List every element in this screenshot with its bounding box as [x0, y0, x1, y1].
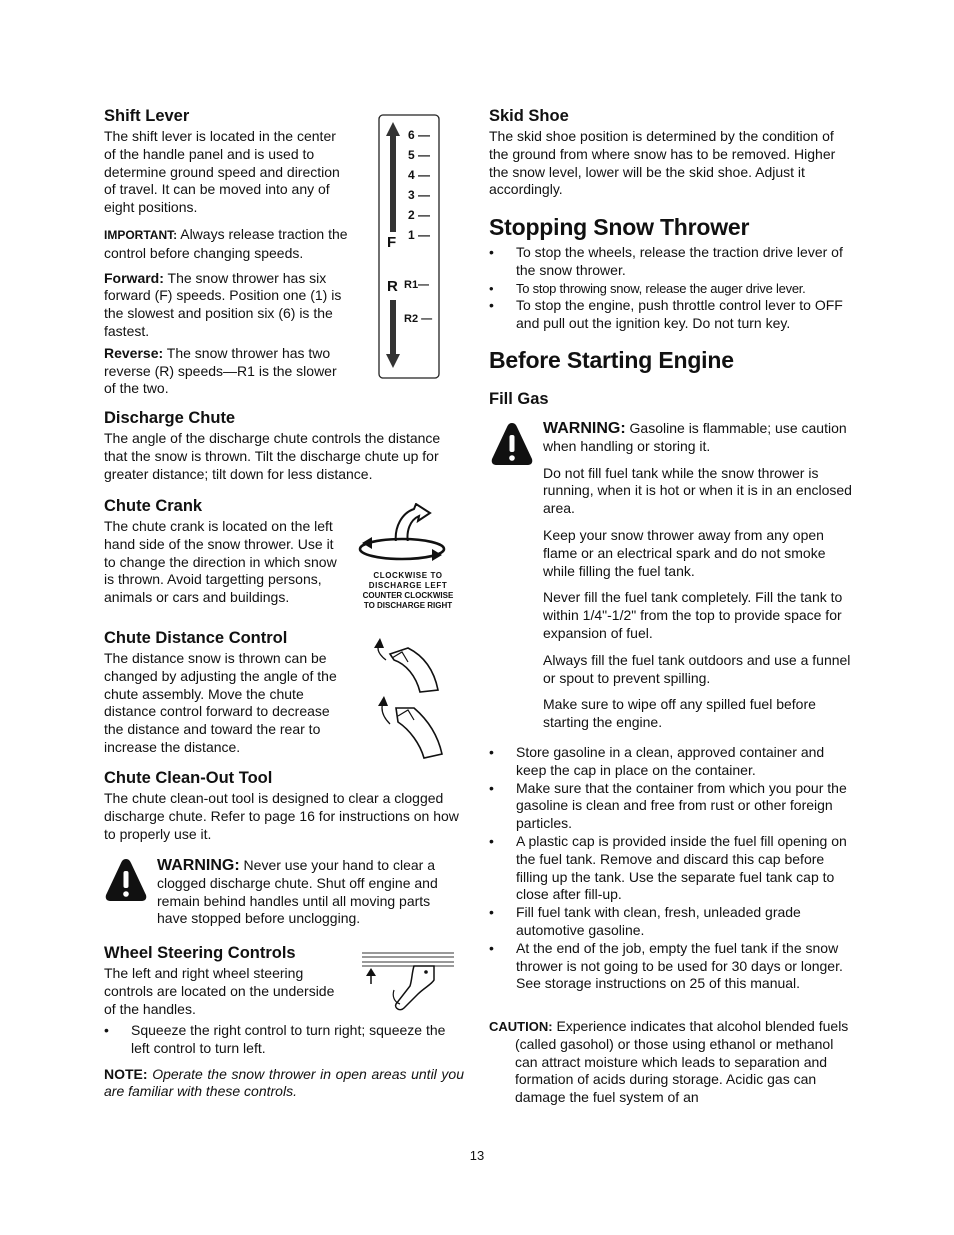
position-4: 4 — — [408, 168, 431, 182]
chute-crank-body: The chute crank is located on the left hand side of the snow thrower. Use it to change the direction in which snow is thrown. Avoid targetting persons, animals or cars and buildings. — [104, 518, 337, 606]
wheel-steering-section — [104, 943, 349, 1018]
position-2: 2 — — [408, 208, 431, 222]
bullet-dot: • — [489, 744, 494, 760]
note-label: NOTE: — [104, 1065, 148, 1082]
gas-bullet-5-text: At the end of the job, empty the fuel tank if the snow thrower is not going to be used for 30 days or longer. See storage instructions on 25 of this manual. — [516, 939, 843, 992]
position-r2: R2 — — [404, 313, 433, 325]
shift-lever-section — [104, 106, 349, 398]
chute-distance-section — [104, 628, 349, 757]
gas-bullet-2 — [489, 780, 851, 833]
bullet-dot: • — [489, 297, 494, 314]
reverse-text: The snow thrower has two reverse (R) speeds—R1 is the slower of the two. — [104, 344, 337, 397]
stopping-bullet-1 — [489, 244, 851, 280]
before-starting-heading: Before Starting Engine — [489, 347, 734, 373]
gas-bullet-3-text: A plastic cap is provided inside the fuel fill opening on the fuel tank. Remove and discard this cap before filling up the tank. Use the separate fuel tank cap to close after fill-up. — [516, 832, 847, 903]
warning-para-5: Make sure to wipe off any spilled fuel before starting the engine. — [543, 696, 816, 731]
chute-crank-heading: Chute Crank — [104, 497, 203, 515]
stopping-bullet-1-text: To stop the wheels, release the traction drive lever of the snow thrower. — [516, 244, 843, 278]
chute-distance-diagram — [368, 636, 448, 761]
stopping-heading: Stopping Snow Thrower — [489, 214, 750, 240]
fill-gas-warning-text: Gasoline is flammable; use caution when handling or storing it. — [543, 420, 847, 454]
clean-out-warning-label: WARNING: — [157, 857, 240, 874]
gas-bullet-5 — [489, 940, 851, 993]
caption-line-4: TO DISCHARGE RIGHT — [363, 600, 453, 610]
stopping-bullet-2 — [489, 280, 851, 298]
reverse-label: Reverse: — [104, 344, 164, 361]
warning-triangle-icon — [489, 421, 537, 469]
clean-out-section — [104, 768, 464, 843]
caption-line-2: DISCHARGE LEFT — [368, 580, 448, 590]
gas-bullet-1 — [489, 744, 851, 780]
bullet-dot: • — [489, 832, 494, 849]
position-r1: R1— — [404, 279, 430, 291]
position-1: 1 — — [408, 228, 431, 242]
clean-out-body: The chute clean-out tool is designed to clear a clogged discharge chute. Refer to page 16 for instructions on how to properly use it. — [104, 790, 459, 842]
caution-label: CAUTION: — [489, 1019, 553, 1034]
skid-shoe-section — [489, 106, 851, 199]
important-text: Always release traction the control before changing speeds. — [104, 225, 348, 261]
wheel-steering-bullet — [104, 1022, 464, 1058]
before-starting-heading-block — [489, 346, 851, 409]
stopping-section — [489, 213, 851, 333]
shift-lever-reverse — [104, 345, 349, 398]
wheel-steering-note — [104, 1066, 464, 1102]
page-number: 13 — [469, 1148, 485, 1163]
bullet-dot: • — [104, 1022, 109, 1038]
shift-lever-body: The shift lever is located in the center of the handle panel and is used to determine ground speed and direction of travel. It can be moved into any of eight positions. — [104, 128, 340, 216]
skid-shoe-heading: Skid Shoe — [489, 107, 569, 125]
reverse-arrow-icon — [386, 300, 400, 368]
warning-para-4: Always fill the fuel tank outdoors and use a funnel or spout to prevent spilling. — [543, 651, 851, 686]
stopping-bullet-2-text: To stop throwing snow, release the auger drive lever. — [516, 280, 806, 296]
forward-f-label: F — [387, 234, 397, 251]
chute-distance-body: The distance snow is thrown can be changed by adjusting the angle of the chute assembly. Move the chute distance control forward to decrease the distance and toward the rear to increase the distance. — [104, 650, 337, 755]
forward-arrow-icon — [386, 122, 400, 232]
chute-crank-section — [104, 496, 349, 607]
chute-crank-diagram — [356, 503, 460, 608]
fill-gas-warning-label: WARNING: — [543, 420, 626, 437]
warning-para-3: Never fill the fuel tank completely. Fill the tank to within 1/4"-1/2" from the top to provide space for expansion of fuel. — [543, 589, 843, 641]
gas-bullet-2-text: Make sure that the container from which you pour the gasoline is clean and free from rust or other foreign particles. — [516, 779, 847, 832]
warning-triangle-icon — [104, 857, 152, 905]
discharge-chute-section — [104, 408, 464, 483]
position-5: 5 — — [408, 148, 431, 162]
bullet-dot: • — [489, 779, 494, 796]
clean-out-heading: Chute Clean-Out Tool — [104, 769, 273, 787]
stopping-bullet-list — [489, 244, 851, 333]
shift-lever-heading: Shift Lever — [104, 107, 190, 125]
stopping-bullet-3-text: To stop the engine, push throttle control lever to OFF and pull out the ignition key. Do not turn key. — [516, 297, 843, 332]
caption-line-3: COUNTER CLOCKWISE — [362, 591, 454, 600]
gas-bullet-3 — [489, 833, 851, 904]
warning-para-1: Do not fill fuel tank while the snow thrower is running, when it is hot or when it is in an enclosed area. — [543, 464, 852, 517]
wheel-steering-body: The left and right wheel steering controls are located on the underside of the handles. — [104, 965, 335, 1017]
caution-text: Experience indicates that alcohol blended fuels (called gasohol) or those using ethanol or methanol can attract moisture which leads to separation and formation of acids during storage. Acidic gas can damage the fuel system of an — [515, 1018, 849, 1106]
clean-out-warning-text: Never use your hand to clear a clogged discharge chute. Shut off engine and remain behind handles until all moving parts have stopped before unclogging. — [157, 857, 438, 927]
steering-trigger-icon — [362, 950, 454, 1014]
shift-lever-forward — [104, 270, 349, 341]
note-text: Operate the snow thrower in open areas until you are familiar with these controls. — [104, 1065, 464, 1100]
clean-out-warning-text-block — [157, 857, 457, 928]
caption-line-1: CLOCKWISE TO — [373, 571, 443, 580]
crank-caption-clockwise — [356, 571, 460, 590]
fill-gas-warning — [543, 420, 853, 732]
gas-bullet-4 — [489, 904, 851, 940]
forward-label: Forward: — [104, 269, 164, 286]
wheel-steering-bullet-text: Squeeze the right control to turn right; squeeze the left control to turn left. — [131, 1022, 446, 1056]
caution-block — [489, 1018, 851, 1107]
position-3: 3 — — [408, 188, 431, 202]
caution-paragraph — [489, 1018, 851, 1107]
wheel-steering-bullet-block — [104, 1022, 464, 1101]
position-6: 6 — — [408, 128, 431, 142]
crank-rotation-icon — [356, 503, 460, 567]
discharge-chute-heading: Discharge Chute — [104, 409, 236, 427]
shift-lever-important — [104, 226, 349, 263]
shift-lever-diagram — [378, 114, 440, 379]
chute-distance-heading: Chute Distance Control — [104, 629, 288, 647]
bullet-dot: • — [489, 244, 494, 260]
wheel-steering-heading: Wheel Steering Controls — [104, 944, 296, 962]
gas-bullet-list — [489, 744, 851, 993]
bullet-dot: • — [489, 904, 494, 921]
crank-caption-counter — [356, 591, 460, 610]
important-label: IMPORTANT: — [104, 227, 178, 242]
clean-out-warning — [157, 857, 457, 928]
fill-gas-warning-intro — [543, 420, 853, 456]
wheel-steering-diagram — [362, 950, 454, 1014]
fill-gas-heading: Fill Gas — [489, 390, 549, 408]
bullet-dot: • — [489, 280, 494, 296]
chute-angle-icon — [368, 636, 448, 761]
discharge-chute-body: The angle of the discharge chute controls the distance that the snow is thrown. Tilt the discharge chute up for greater distance; tilt down for less distance. — [104, 430, 441, 482]
gas-bullet-1-text: Store gasoline in a clean, approved container and keep the cap in place on the container. — [516, 744, 825, 778]
reverse-r-label: R — [387, 278, 398, 295]
forward-text: The snow thrower has six forward (F) speeds. Position one (1) is the slowest and position six (6) is the fastest. — [104, 269, 342, 339]
gas-bullet-4-text: Fill fuel tank with clean, fresh, unleaded grade automotive gasoline. — [516, 904, 801, 938]
bullet-dot: • — [489, 939, 494, 956]
skid-shoe-body: The skid shoe position is determined by the condition of the ground from where snow has to be removed. Higher the snow level, lower will be the skid shoe. Adjust it accordingly. — [489, 128, 836, 198]
warning-para-2: Keep your snow thrower away from any open flame or an electrical spark and do not smoke while filling the fuel tank. — [543, 526, 826, 579]
stopping-bullet-3 — [489, 297, 851, 333]
